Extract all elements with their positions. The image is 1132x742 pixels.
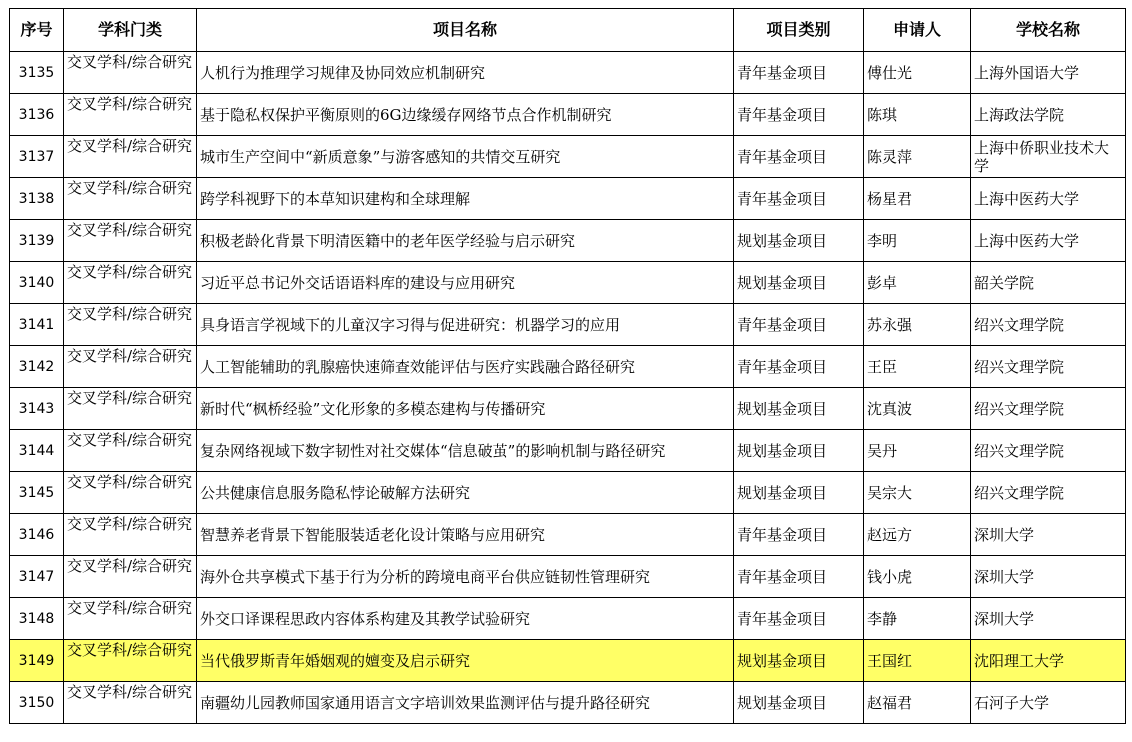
table-row <box>10 598 1126 640</box>
cell-school: 上海政法学院 <box>971 94 1126 136</box>
cell-category: 交叉学科/综合研究 <box>64 388 197 430</box>
cell-num: 3135 <box>10 52 64 94</box>
cell-num: 3141 <box>10 304 64 346</box>
table-row <box>10 472 1126 514</box>
cell-applicant: 沈真波 <box>864 388 971 430</box>
table-row <box>10 388 1126 430</box>
cell-title: 公共健康信息服务隐私悖论破解方法研究 <box>197 472 734 514</box>
header-num: 序号 <box>10 9 64 52</box>
table-row <box>10 346 1126 388</box>
cell-type: 规划基金项目 <box>734 220 864 262</box>
header-title: 项目名称 <box>197 9 734 52</box>
cell-title: 跨学科视野下的本草知识建构和全球理解 <box>197 178 734 220</box>
cell-title: 具身语言学视域下的儿童汉字习得与促进研究：机器学习的应用 <box>197 304 734 346</box>
table-row <box>10 304 1126 346</box>
cell-school: 沈阳理工大学 <box>971 640 1126 682</box>
header-school: 学校名称 <box>971 9 1126 52</box>
cell-title: 当代俄罗斯青年婚姻观的嬗变及启示研究 <box>197 640 734 682</box>
cell-num: 3139 <box>10 220 64 262</box>
cell-title: 南疆幼儿园教师国家通用语言文字培训效果监测评估与提升路径研究 <box>197 682 734 724</box>
cell-type: 规划基金项目 <box>734 472 864 514</box>
cell-school: 石河子大学 <box>971 682 1126 724</box>
cell-applicant: 彭卓 <box>864 262 971 304</box>
cell-type: 青年基金项目 <box>734 94 864 136</box>
cell-school: 深圳大学 <box>971 556 1126 598</box>
cell-school: 绍兴文理学院 <box>971 346 1126 388</box>
cell-type: 规划基金项目 <box>734 430 864 472</box>
cell-num: 3149 <box>10 640 64 682</box>
cell-category: 交叉学科/综合研究 <box>64 430 197 472</box>
cell-num: 3137 <box>10 136 64 178</box>
cell-applicant: 杨星君 <box>864 178 971 220</box>
cell-school: 上海外国语大学 <box>971 52 1126 94</box>
cell-category: 交叉学科/综合研究 <box>64 472 197 514</box>
cell-num: 3145 <box>10 472 64 514</box>
cell-category: 交叉学科/综合研究 <box>64 94 197 136</box>
table-row <box>10 220 1126 262</box>
cell-title: 城市生产空间中“新质意象”与游客感知的共情交互研究 <box>197 136 734 178</box>
table-row <box>10 52 1126 94</box>
cell-school: 深圳大学 <box>971 598 1126 640</box>
cell-applicant: 赵远方 <box>864 514 971 556</box>
cell-category: 交叉学科/综合研究 <box>64 220 197 262</box>
cell-num: 3143 <box>10 388 64 430</box>
cell-title: 外交口译课程思政内容体系构建及其教学试验研究 <box>197 598 734 640</box>
table-row <box>10 682 1126 724</box>
cell-type: 青年基金项目 <box>734 346 864 388</box>
table-row <box>10 136 1126 178</box>
table-row <box>10 430 1126 472</box>
cell-title: 积极老龄化背景下明清医籍中的老年医学经验与启示研究 <box>197 220 734 262</box>
cell-category: 交叉学科/综合研究 <box>64 304 197 346</box>
cell-category: 交叉学科/综合研究 <box>64 514 197 556</box>
cell-applicant: 傅仕光 <box>864 52 971 94</box>
cell-category: 交叉学科/综合研究 <box>64 262 197 304</box>
cell-school: 绍兴文理学院 <box>971 304 1126 346</box>
cell-type: 青年基金项目 <box>734 52 864 94</box>
cell-applicant: 苏永强 <box>864 304 971 346</box>
cell-type: 青年基金项目 <box>734 514 864 556</box>
cell-applicant: 陈灵萍 <box>864 136 971 178</box>
cell-type: 青年基金项目 <box>734 598 864 640</box>
cell-type: 规划基金项目 <box>734 388 864 430</box>
cell-applicant: 李静 <box>864 598 971 640</box>
cell-school: 上海中侨职业技术大学 <box>971 136 1126 178</box>
cell-applicant: 钱小虎 <box>864 556 971 598</box>
cell-category: 交叉学科/综合研究 <box>64 682 197 724</box>
cell-title: 人机行为推理学习规律及协同效应机制研究 <box>197 52 734 94</box>
cell-category: 交叉学科/综合研究 <box>64 640 197 682</box>
cell-category: 交叉学科/综合研究 <box>64 136 197 178</box>
cell-category: 交叉学科/综合研究 <box>64 346 197 388</box>
cell-school: 上海中医药大学 <box>971 220 1126 262</box>
cell-applicant: 王国红 <box>864 640 971 682</box>
cell-num: 3146 <box>10 514 64 556</box>
cell-category: 交叉学科/综合研究 <box>64 598 197 640</box>
cell-num: 3148 <box>10 598 64 640</box>
cell-category: 交叉学科/综合研究 <box>64 52 197 94</box>
cell-num: 3150 <box>10 682 64 724</box>
header-type: 项目类别 <box>734 9 864 52</box>
cell-num: 3136 <box>10 94 64 136</box>
header-category: 学科门类 <box>64 9 197 52</box>
cell-num: 3144 <box>10 430 64 472</box>
cell-applicant: 王臣 <box>864 346 971 388</box>
cell-applicant: 吴丹 <box>864 430 971 472</box>
cell-applicant: 赵福君 <box>864 682 971 724</box>
cell-applicant: 吴宗大 <box>864 472 971 514</box>
cell-school: 上海中医药大学 <box>971 178 1126 220</box>
cell-type: 青年基金项目 <box>734 304 864 346</box>
cell-school: 深圳大学 <box>971 514 1126 556</box>
table-row <box>10 94 1126 136</box>
cell-num: 3147 <box>10 556 64 598</box>
cell-type: 规划基金项目 <box>734 682 864 724</box>
table-row <box>10 262 1126 304</box>
cell-applicant: 陈琪 <box>864 94 971 136</box>
table-row <box>10 640 1126 682</box>
cell-type: 青年基金项目 <box>734 178 864 220</box>
header-applicant: 申请人 <box>864 9 971 52</box>
cell-title: 人工智能辅助的乳腺癌快速筛查效能评估与医疗实践融合路径研究 <box>197 346 734 388</box>
cell-applicant: 李明 <box>864 220 971 262</box>
table-row <box>10 178 1126 220</box>
cell-school: 绍兴文理学院 <box>971 472 1126 514</box>
cell-title: 复杂网络视域下数字韧性对社交媒体“信息破茧”的影响机制与路径研究 <box>197 430 734 472</box>
table-header-row <box>10 9 1126 52</box>
cell-title: 基于隐私权保护平衡原则的6G边缘缓存网络节点合作机制研究 <box>197 94 734 136</box>
cell-category: 交叉学科/综合研究 <box>64 178 197 220</box>
cell-title: 智慧养老背景下智能服装适老化设计策略与应用研究 <box>197 514 734 556</box>
cell-title: 习近平总书记外交话语语料库的建设与应用研究 <box>197 262 734 304</box>
cell-title: 新时代“枫桥经验”文化形象的多模态建构与传播研究 <box>197 388 734 430</box>
cell-school: 韶关学院 <box>971 262 1126 304</box>
cell-type: 青年基金项目 <box>734 556 864 598</box>
cell-num: 3138 <box>10 178 64 220</box>
cell-num: 3142 <box>10 346 64 388</box>
cell-type: 青年基金项目 <box>734 136 864 178</box>
cell-num: 3140 <box>10 262 64 304</box>
table-row <box>10 514 1126 556</box>
cell-title: 海外仓共享模式下基于行为分析的跨境电商平台供应链韧性管理研究 <box>197 556 734 598</box>
cell-type: 规划基金项目 <box>734 262 864 304</box>
cell-category: 交叉学科/综合研究 <box>64 556 197 598</box>
cell-type: 规划基金项目 <box>734 640 864 682</box>
table-row <box>10 556 1126 598</box>
cell-school: 绍兴文理学院 <box>971 388 1126 430</box>
project-list-table <box>9 8 1126 724</box>
cell-school: 绍兴文理学院 <box>971 430 1126 472</box>
project-list-table-container <box>9 8 1125 724</box>
